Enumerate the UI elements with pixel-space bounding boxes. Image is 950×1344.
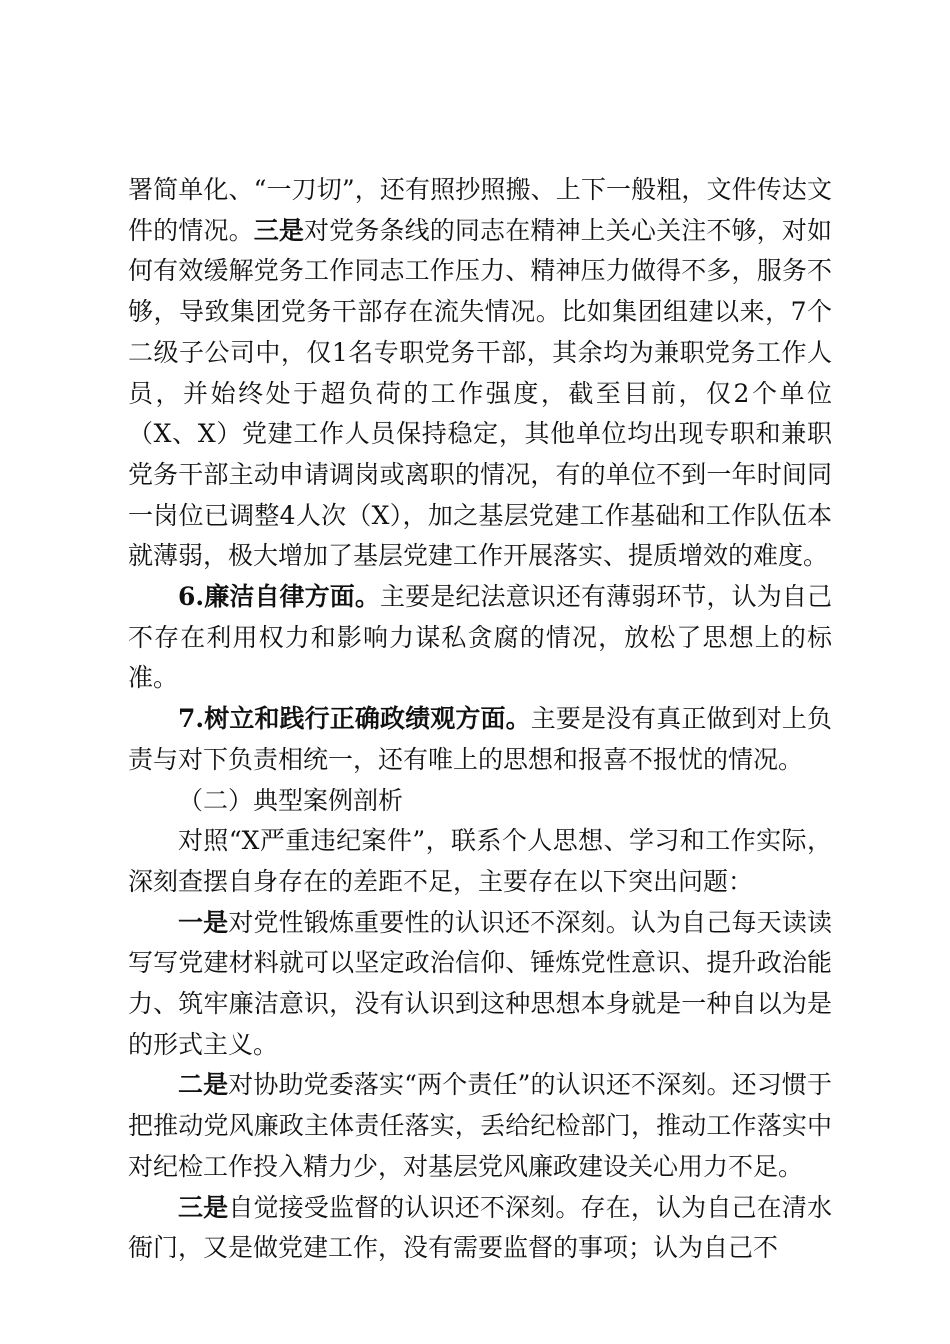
paragraph-point-two: [128, 1065, 832, 1187]
text-run: 对党性锻炼重要性的认识还不深刻。认为自己每天读读写写党建材料就可以坚定政治信仰、锤炼党性意识、提升政治能力、筑牢廉洁意识，没有认识到这种思想本身就是一种自以为是的形式主义。: [128, 907, 832, 1059]
text-run: 对照“X严重违纪案件”，联系个人思想、学习和工作实际，深刻查摆自身存在的差距不足，主要存在以下突出问题：: [128, 826, 832, 896]
document-body: [128, 170, 832, 1269]
emphasis-run: 二是: [178, 1070, 229, 1100]
text-run: 自觉接受监督的认识还不深刻。存在，认为自己在清水衙门，又是做党建工作，没有需要监督的事项；认为自己不: [128, 1192, 832, 1263]
paragraph-point-one: [128, 903, 832, 1066]
text-run: 对党务条线的同志在精神上关心关注不够，对如何有效缓解党务工作同志工作压力、精神压力做得不多，服务不够，导致集团党务干部存在流失情况。比如集团组建以来，7个二级子公司中，仅1名专职党务干部，其余均为兼职党务工作人员，并始终处于超负荷的工作强度，截至目前，仅2个单位（X、X）党建工作人员保持稳定，其他单位均出现专职和兼职党务干部主动申请调岗或离职的情况，有的单位不到一年时间同一岗位已调整4人次（X），加之基层党建工作基础和工作队伍本就薄弱，极大增加了基层党建工作开展落实、提质增效的难度。: [128, 215, 832, 571]
text-run: 署简单化、“一刀切”，还有照抄照搬、上下一般粗，文件传达文件的情况。: [128, 175, 832, 245]
paragraph-integrity: [128, 577, 832, 699]
section-heading-run: 6.廉洁自律方面。: [178, 582, 381, 612]
section-heading-run: 7.树立和践行正确政绩观方面。: [178, 704, 531, 734]
paragraph-continuation: [128, 170, 832, 577]
emphasis-run: 三是: [253, 215, 305, 245]
subsection-heading: [128, 781, 832, 822]
emphasis-run: 一是: [178, 907, 229, 937]
text-run: 主要是没有真正做到对上负责与对下负责相统一，还有唯上的思想和报喜不报忧的情况。: [128, 704, 832, 774]
paragraph-point-three: [128, 1188, 832, 1269]
text-run: 主要是纪法意识还有薄弱环节，认为自己不存在利用权力和影响力谋私贪腐的情况，放松了思想上的标准。: [128, 582, 832, 693]
emphasis-run: 三是: [178, 1192, 229, 1222]
text-run: 对协助党委落实“两个责任”的认识还不深刻。还习惯于把推动党风廉政主体责任落实，丢给纪检部门，推动工作落实中对纪检工作投入精力少，对基层党风廉政建设关心用力不足。: [128, 1070, 832, 1181]
paragraph-performance-view: [128, 699, 832, 780]
paragraph-case-intro: [128, 821, 832, 902]
text-run: （二）典型案例剖析: [178, 785, 404, 815]
